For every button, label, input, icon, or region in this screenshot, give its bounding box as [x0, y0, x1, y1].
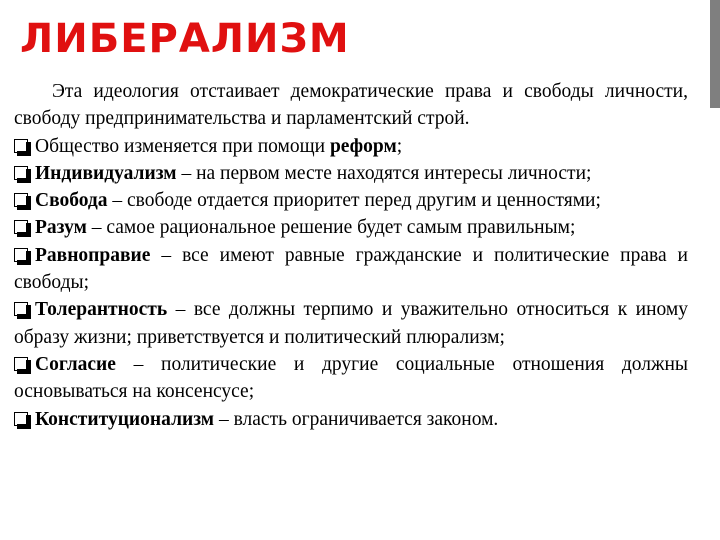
item-text: – самое рациональное решение будет самым правильным;: [86, 217, 576, 239]
item-text: ;: [396, 135, 403, 157]
list-item: [14, 133, 688, 160]
item-term: Равноправие: [35, 244, 151, 266]
checkbox-square-icon: [14, 166, 28, 180]
item-term: Свобода: [35, 190, 108, 212]
item-term: Согласие: [35, 353, 116, 375]
checkbox-square-icon: [14, 220, 28, 234]
item-term: Разум: [35, 217, 87, 239]
side-accent-bar: [710, 0, 720, 108]
item-term: реформ: [329, 135, 397, 157]
list-item: [14, 351, 688, 406]
list-item: [14, 160, 688, 187]
item-text: Общество изменяется при помощи: [35, 135, 330, 157]
checkbox-square-icon: [14, 139, 28, 153]
item-text: – все должны терпимо и уважительно относиться к иному образу жизни; приветствуется и политический плюрализм;: [14, 299, 688, 348]
item-text: – власть ограничивается законом.: [214, 408, 499, 430]
item-text: – свободе отдается приоритет перед другим и ценностями;: [107, 190, 601, 212]
slide-title: ЛИБЕРАЛИЗМ: [20, 16, 350, 62]
list-item: [14, 296, 688, 351]
item-text: – политические и другие социальные отношения должны основываться на консенсусе;: [14, 353, 688, 403]
checkbox-square-icon: [14, 193, 28, 207]
top-border: [0, 0, 720, 5]
list-item: [14, 214, 688, 241]
item-term: Толерантность: [35, 299, 168, 321]
list-item: [14, 406, 688, 433]
item-text: – на первом месте находятся интересы личности;: [176, 162, 592, 184]
item-text: – все имеют равные гражданские и политические права и свободы;: [14, 244, 688, 294]
list-item: [14, 242, 688, 297]
checkbox-square-icon: [14, 357, 28, 371]
item-term: Конституционализм: [35, 408, 215, 430]
intro-paragraph: Эта идеология отстаивает демократические права и свободы личности, свободу предпринимательства и парламентский строй.: [14, 81, 688, 130]
checkbox-square-icon: [14, 248, 28, 262]
list-item: [14, 187, 688, 214]
checkbox-square-icon: [14, 302, 28, 316]
checkbox-square-icon: [14, 412, 28, 426]
item-term: Индивидуализм: [35, 162, 177, 184]
slide-content: [14, 78, 688, 433]
